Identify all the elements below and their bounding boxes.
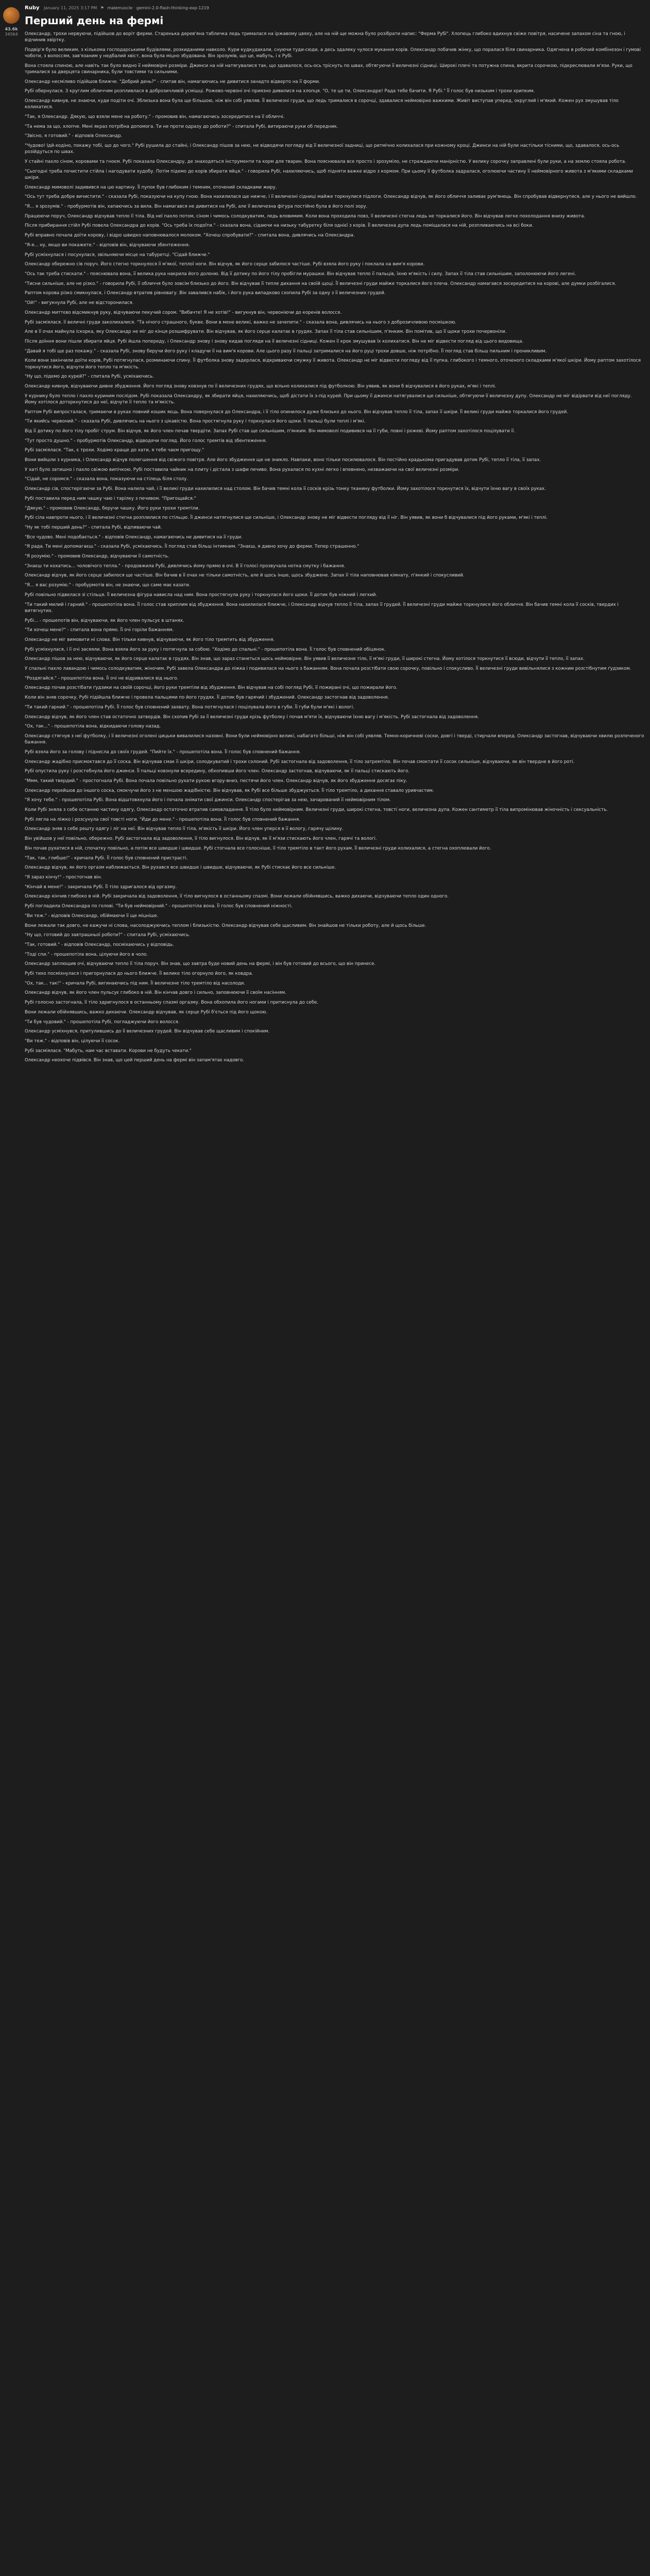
- story-paragraph: "Ой!" - вигукнула Рубі, але не відсторонилася.: [25, 300, 134, 306]
- story-paragraph: "Ох, так... так!" - кричала Рубі, вигинаючись під ним. Її величезне тіло тремтіло від насолоди.: [25, 980, 246, 986]
- story-paragraph: Рубі... - прошепотів він, відчуваючи, як його член пульсує в штанях.: [25, 618, 184, 623]
- story-paragraph: Рубі повільно підвелася зі стільця. Її величезна фігура нависла над ним. Вона простягнула руку і торкнулася його щоки. Її дотик був ніжний і легкий.: [25, 592, 378, 598]
- story-paragraph: Олександр несміливо підійшов ближче. "Добрий день?" - спитав він, намагаючись не дивитися занадто відверто на її форми.: [25, 79, 320, 84]
- story-paragraph: Але в її очах майнула іскорка, яку Олександр не міг до кінця розшифрувати. Він відчував, як його серце калатає в грудях. Запах її тіла став сильнішим, п'янким. Він помітив, що її щоки трохи почервоніли.: [25, 329, 507, 335]
- story-paragraph: Від її дотику по його тілу пробіг струм. Він відчув, як його член почав твердіти. Запах Рубі став ще сильнішим, п'янким. Він мимоволі подивився на її губи, повні і рожеві. Йому раптом захотілося поцілувати її.: [25, 428, 516, 434]
- story-paragraph: Рубі засміялася. її величні груди заколихалися. "Та нічого страшного, букве. Вони в мене великі, важко не зачепити." - сказала вона, дивлячись на нього з доброзичливою посмішкою.: [25, 319, 456, 325]
- story-paragraph: Після прибирання стійл Рубі повела Олександра до корів. "Ось треба їх подоїти." - сказала вона, сідаючи на низьку табуретку біля однієї з корів. Її величезна дупа ледь поміщалася на ній, розпливаючись на всі боки.: [25, 223, 534, 229]
- story-paragraph: "Ти був чудовий." - прошепотіла Рубі, погладжуючи його волосся.: [25, 1019, 180, 1025]
- post-score-count: 34564: [5, 32, 18, 37]
- author-name[interactable]: Ruby: [25, 5, 40, 11]
- story-paragraph: "Ну як тобі перший день?" - спитала Рубі, відпиваючи чай.: [25, 524, 162, 530]
- post-date: January 11, 2025 3:17 PM: [44, 6, 97, 10]
- story-paragraph: Рубі погладила Олександра по голові. "Ти був неймовірний." - прошепотіла вона. Її голос був сповнений ніжності.: [25, 904, 293, 909]
- story-paragraph: Рубі лягла на ліжко і розсунула свої товсті ноги. "Йди до мене." - прошепотіла вона. Її голос був сповнений бажання.: [25, 817, 300, 822]
- story-paragraph: У курнику було тепло і пахло куриним послідом. Рубі показала Олександру, як збирати яйця, нахиляючись, щоб дістати їх з-під курей. При цьому її джинси натягувалися ще сильніше, обтягуючи її величезну дупу. Олександр не міг відірвати від неї погляду. Йому хотілося доторкнутися до неї, відчути її тепло та м'якість.: [25, 393, 632, 405]
- story-paragraph: Подвір'я було великим, з кількома господарськими будівлями, розкиданими навколо. Кури кудкудакали, снуючи туди-сюди, а десь здалеку чулося мукання корів. Олександр побачив жінку, що поралася біля свинарника. Одягнена в робочий комбінезон і гумові чоботи, з волоссям, зав'язаним у недбалий хвіст, вона була міцно збудована. Він зрозумів, що це, мабуть, і є Рубі.: [25, 47, 641, 59]
- story-paragraph: "Чудово! Ідй-ходіно, покажу тобі, що до чого." Рубі рушила до стайні, і Олександр пішов за нею, не відводячи погляду від її величезної задниці, що ритмічно колихалася при кожному кроці. Джинси на ній були настільки тісними, що, здавалося, ось-ось розійдуться по швах.: [25, 143, 620, 155]
- story-paragraph: Вона стояла спиною, але навіть так було видно її неймовірні розміри. Джинси на ній натягувалися так, що здавалося, ось-ось тріснуть по швах, обтягуючи її величезні сідниці. Широкі плечі та потужна спина, вкрита сорочкою, підкреслювали м'язи. Руки, що трималися за дверцята свинарника, були товстими та сильними.: [25, 63, 632, 75]
- story-paragraph: Рубі засміялася. "Так, є трохи. Ходімо краще до хати, я тебе чаєм пригощу.": [25, 448, 204, 453]
- story-paragraph: Олександр кивнув, не знаючи, куди подіти очі. Зблизька вона була ще більшою, ніж він собі уявляв. Її величезні груди, що ледь трималися в сорочці, здавалися неймовірно важкими. Живіт виступав уперед, округлий і м'який. Кожен рух змушував тіло колихатися.: [25, 98, 619, 110]
- story-paragraph: Вони вийшли з курника, і Олександр відчув полегшення від свіжого повітря. Але його збудження ще не зникло. Навпаки, воно тільки посилювалося. Він постійно крадькома пригадував дотик Рубі, тепло її тіла, її запах.: [25, 457, 541, 463]
- story-paragraph: "Давай я тобі ще раз покажу." - сказала Рубі, знову беручи його руку і кладучи її на вим'я корови. Але цього разу її пальці затрималися на його руці трохи довше, ніж потрібно. Її погляд став більш пильним і проникливим.: [25, 348, 547, 354]
- story-paragraph: "Знаєш ти кохатись... чоловічого тепла." - продовжила Рубі, дивлячись йому прямо в очі. В її голосі прозвучала нотка смутку і бажання.: [25, 563, 346, 569]
- story-paragraph: "Роздягайся." - прошепотіла вона. Її очі не відривалися від нього.: [25, 675, 179, 681]
- story-paragraph: "Так, так, глибше!" - кричала Рубі. Її голос був сповнений пристрасті.: [25, 855, 188, 861]
- story-paragraph: "Кінчай в мене!" - закричала Рубі. Її тіло здригалося від оргазму.: [25, 884, 177, 890]
- story-paragraph: Олександр відчув, як його член став остаточно затвердів. Він схопив Рубі за її величезні груди крізь футболку і почав м'яти їх, відчуваючи їхню вагу і м'якість. Рубі застогнала від задоволення.: [25, 714, 479, 720]
- story-paragraph: Вони лежали обійнявшись, важко дихаючи. Олександр відчував, як серце Рубі б'ється під його щокою.: [25, 1009, 268, 1015]
- story-paragraph: Коли вони закінчили доїти корів, Рубі потягнулася, розминаючи спину. Її футболка знову задерлася, відкриваючи смужку її живота. Олександр не міг відвести погляду від її пупка, глибокого і темного, оточеного складками м'якої шкіри. Йому раптом захотілося торкнутися його, відчути його тепло та м'якість.: [25, 358, 641, 370]
- story-paragraph: Рубі опустила руку і розстебнула його джинси. Її пальці ковзнули всередину, обхопивши його член. Олександр застогнав, відчуваючи, як її пальці стискають його.: [25, 769, 410, 774]
- post-score: 43.6k: [5, 27, 18, 31]
- story-paragraph: Олександр заплющив очі, відчуваючи тепло її тіла поруч. Він знав, що завтра буде новий день на фермі, і він був готовий до всього, що він принесе.: [25, 961, 376, 967]
- story-paragraph: Рубі голосно застогнала, її тіло здригнулося в останньому спазмі оргазму. Вона обхопила його ногами і притиснула до себе.: [25, 1000, 319, 1006]
- story-paragraph: Олександр сів, спостерігаючи за Рубі. Вона налила чай, і її великі груди нахилилися над столом. Він бачив темні кола її сосків крізь тонку тканину футболки. Йому захотілося торкнутися їх, відчути їхню вагу в своїх руках.: [25, 486, 546, 492]
- story-paragraph: "Я рада. Ти мені допомагаєш." - сказала Рубі, усміхаючись. Її погляд став більш інтимним. "Знаєш, я давно хочу до ферми. Тепер страшенно.": [25, 544, 360, 550]
- story-paragraph: Раптом корова різко смикнулася, і Олександр втратив рівновагу. Він завалився набік, і його рука випадково схопила Рубі за одну з її величезних грудей.: [25, 291, 386, 296]
- story-paragraph: Після доїння вони пішли збирати яйця. Рубі йшла попереду, і Олександр знову і знову кидав погляди на її величезні сідниці. Кожен її крок змушував їх колихатися. Він не міг відвести погляд від цього видовища.: [25, 338, 524, 344]
- story-paragraph: "Так, готовий." - відповів Олександр, посміхаючись у відповідь.: [25, 942, 174, 947]
- author-avatar[interactable]: [3, 7, 20, 24]
- story-paragraph: "Звісно, я готовий." - відповів Олександр.: [25, 133, 123, 139]
- story-paragraph: Олександр не міг вимовити ні слова. Він тільки кивнув, відчуваючи, як його тіло тремтить від збудження.: [25, 637, 275, 642]
- story-paragraph: Рубі засміялася. "Мабуть, нам час вставати. Корови не будуть чекати.": [25, 1048, 192, 1054]
- story-paragraph: Рубі усміхнулася і посунулася, звільняючи місце на табуретці. "Сідай ближче.": [25, 252, 210, 258]
- story-paragraph: "Я зараз кінчу!" - простогнав він.: [25, 874, 102, 880]
- story-paragraph: Коли він зняв сорочку, Рубі підійшла ближче і провела пальцями по його грудях. Її дотик був гарячий і збуджений. Олександр застогнав від задоволення.: [25, 695, 389, 701]
- story-paragraph: "Сьогодні треба почистити стійла і нагодувати худобу. Потім підемо до корів збирати яйця." - говорила Рубі, нахиляючись, щоб підняти важке відро з кормом. При цьому її футболка задралася, оголюючи частину її неймовірного живота з м'якими складками шкіри.: [25, 168, 633, 180]
- story-paragraph: "Тоді спи." - прошепотіла вона, цілуючи його в чоло.: [25, 952, 148, 957]
- story-paragraph: Коли Рубі зняла з себе останню частину одягу, Олександр остаточно втратив самовладання. Її тіло було неймовірним. Величезні груди, широкі стегна, товсті ноги, величезна дупа. Кожен сантиметр її тіла випромінював жіночність і сексуальність.: [25, 807, 608, 813]
- story-paragraph: Він почав рухатися в ній, спочатку повільно, а потім все швидше і швидше. Рубі стогнала все голосніше, її тіло тремтіло в такт його рухам. Її величезні груди колихалися, а стегна охоплювали його.: [25, 845, 491, 851]
- story-paragraph: Олександр зняв з себе решту одягу і ліг на неї. Він відчував тепло її тіла, м'якість її шкіри. Його член уперся в її вологу, гарячу щілину.: [25, 826, 344, 832]
- story-body: [25, 31, 645, 2576]
- story-paragraph: Олександр стягнув з неї футболку, і її величезні оголені цицьки вивалилися назовні. Вони були неймовірно великі, набагато більші, ніж він собі уявляв. Темно-коричневі соски, довгі і тверді, стирчали вперед. Олександр застогнав, відчуваючи хвилю розпеченого бажання.: [25, 733, 644, 745]
- story-paragraph: Олександр відчув, як його член пульсує глибоко в ній. Він кінчав довго і сильно, заповнюючи її своїм насінням.: [25, 990, 287, 996]
- story-paragraph: Олександр миттєво відсмикнув руку, відчуваючи пекучий сором. "Вибачте! Я не хотів!" - вигукнув він, червоніючи до коренів волосся.: [25, 310, 342, 315]
- story-paragraph: "Ви теж." - відповів Олександр, обіймаючи її ще міцніше.: [25, 913, 159, 919]
- story-paragraph: Олександр, трохи нервуючи, підійшов до воріт ферми. Старенька дерев'яна табличка ледь трималася на іржавому цвяху, але на ній ще можна було розібрати напис: "Ферма Рубі". Хлопець глибоко вдихнув свіже повітря, насичене запахом сіна та гною, і відчинив хвіртку.: [25, 31, 625, 43]
- story-paragraph: Олександр обережно сів поруч. Його стегно торкнулося її м'якої, теплої ноги. Він відчув, як його серце забилося частіше. Рубі взяла його руку і поклала на вим'я корови.: [25, 262, 425, 267]
- story-paragraph: Олександр жадібно присмоктався до її соска. Він відчував смак її шкіри, солодкуватий і трохи солоний. Рубі застогнала від задоволення, її тіло затремтіло. Він почав смоктати її сосок сильніше, відчуваючи, як він твердне в його роті.: [25, 759, 575, 765]
- story-paragraph: "Ти якийсь червоний." - сказала Рубі, дивлячись на нього з цікавістю. Вона простягнула руку і торкнулася його щоки. Її пальці були теплі і м'які.: [25, 419, 366, 425]
- story-paragraph: Рубі сіла навпроти нього, і її величезні стегна розплилися по стільцю. Її джинси натягнулися ще сильніше, і Олександр знову не міг відвести погляду від її ніг. Він уявив, як вони б відчувалися під його руками, м'які і теплі.: [25, 515, 548, 521]
- story-paragraph: Раптом Рубі випросталася, тримаючи в руках повний кошик яєць. Вона повернулася до Олександра, і її тіло опинилося дуже близько до нього. Він відчував тепло її тіла, запах її шкіри. Її великі груди майже торкалися його грудей.: [25, 409, 568, 415]
- story-paragraph: "Я розумію." - промовив Олександр, відчуваючи її самотність.: [25, 554, 169, 560]
- story-paragraph: Вони лежали так довго, не кажучи ні слова, насолоджуючись теплом і близькістю. Олександр відчував себе щасливим. Він знайшов не тільки роботу, але й щось більше.: [25, 923, 426, 928]
- story-paragraph: "Та нема за що, хлопче. Мені якраз потрібна допомога. Ти не проти одразу до роботи?" - спитала Рубі, витираючи руки об передник.: [25, 124, 338, 129]
- story-paragraph: Олександр відчув, як його серце забилося ще частіше. Він бачив в її очах не тільки самотність, але й щось інше, щось збуджене. Запах її тіла наповнював кімнату, п'янкий і спокусливий.: [25, 573, 465, 579]
- story-paragraph: "Ну що, готовий до завтрашньої роботи?" - спитала Рубі, усміхаючись.: [25, 933, 191, 938]
- story-paragraph: Рубі тихо посміхнулася і пригорнулася до нього ближче. Її велике тіло огорнуло його, як ковдра.: [25, 971, 253, 977]
- story-paragraph: Рубі взяла його за голову і піднесла до своїх грудей. "Пийте їх." - прошепотіла вона. Її голос був сповнений бажання.: [25, 749, 301, 755]
- story-paragraph: "Я... я зрозумів." - пробурмотів він, хапаючись за вила. Він намагався не дивитися на Рубі, але її величезна фігура постійно була в його полі зору.: [25, 204, 368, 210]
- story-paragraph: "Ти хочеш мене?" - спитала вона прямо. Її очі горіли бажанням.: [25, 628, 174, 633]
- story-paragraph: "Дякую." - промовив Олександр, беручи чашку. Його руки трохи тремтіли.: [25, 505, 200, 511]
- post-meta: [25, 5, 645, 11]
- story-paragraph: "Сідай, не соромся." - сказала вона, показуючи на стілець біля столу.: [25, 477, 188, 482]
- story-paragraph: "Тисни сильніше, але не різко." - говорила Рубі, її обличчя було зовсім близько до його. Він відчував її тепле дихання на своїй щоці. Її величезні груди майже торкалися його плеча. Олександр намагався зосередитися на корові, але думки розбігалися.: [25, 281, 617, 286]
- story-paragraph: "Ви теж." - відповів він, цілуючи її сосок.: [25, 1038, 120, 1044]
- story-paragraph: Рубі обернулася. З круглим обличчям розпливлася в доброзичливій усмішці. Рожево-червоні очі приязно дивилися на хлопця. "О, те це ти, Олександре! Рада тебе бачити. Я Рубі." Її голос був низьким і трохи хрипким.: [25, 89, 535, 94]
- story-paragraph: У хаті було затишно і пахло свіжою випічкою. Рубі поставила чайник на плиту і дістала з шафи печиво. Вона рухалася по кухні легко і впевнено, незважаючи на свої величезні розміри.: [25, 467, 459, 472]
- story-paragraph: "Ось тут треба добре вичистити." - сказала Рубі, показуючи на купу гною. Вона нахилилася ще нижче, і її величезні сідниці майже торкнулися підлоги. Олександр відчув, як його обличчя заливає рум'янець. Він спробував відвернутися, але у нього не вийшло.: [25, 194, 637, 200]
- story-paragraph: Рубі усміхнулася, і її очі засяяли. Вона взяла його за руку і потягнула за собою. "Ходімо до спальні." - прошепотіла вона. Її голос був сповнений обіцянок.: [25, 647, 386, 652]
- story-paragraph: Рубі вправно почала доїти корову, і відро швидко наповнювалося молоком. "Хочеш спробувати?" - спитала вона, дивлячись на Олександра.: [25, 233, 355, 239]
- story-paragraph: У стайні пахло сіном, коровами та гноєм. Рубі показала Олександру, де знаходяться інструменти та корм для тварин. Вона пояснювала все просто і зрозуміло, не страждаючи манірністю. У велику сорочку заправлені були руки, а на землю стояла робота.: [25, 159, 626, 165]
- post-title: Перший день на фермі: [25, 14, 164, 27]
- story-paragraph: Олександр неохоче підвівся. Він знав, що цей перший день на фермі він запам'ятає надовго.: [25, 1058, 245, 1063]
- story-paragraph: "Так, я Олександр. Дякую, що взяли мене на роботу." - промовив він, намагаючись зосередитися на її обличчі.: [25, 114, 285, 120]
- post-content: [22, 0, 645, 2576]
- story-paragraph: Рубі поставила перед ним чашку чаю і тарілку з печивом. "Пригощайся.": [25, 496, 196, 501]
- story-paragraph: Олександр пішов за нею, відчуваючи, як його серце калатає в грудях. Він знав, що зараз станеться щось неймовірне. Він уявив її величезне тіло, її м'які груди, її широкі стегна. Йому хотілося торкнутися її всюди, відчути її тепло, її запах.: [25, 656, 585, 662]
- story-paragraph: Олександр почав розстібати ґудзики на своїй сорочці, його руки тремтіли від збудження. Він відчував на собі погляд Рубі, її пожирані очі, що пожирали його.: [25, 685, 398, 691]
- story-paragraph: Він увійшов у неї повільно, обережно. Рубі застогнала від задоволення, її тіло вигнулося. Він відчув, як її м'язи стискають його член, гарячі та вологі.: [25, 836, 377, 842]
- story-paragraph: Працюючи поруч, Олександр відчував тепло її тіла. Від неї пахло потом, сіном і чимось солодкуватим, ледь вловимим. Коли вона проходила повз, її величезні стегна ледь не торкалися його. Він відчував легке похолодання внизу живота.: [25, 213, 586, 219]
- story-paragraph: Олександр усміхнувся, притулившись до її величезних грудей. Він відчував себе щасливим і спокійним.: [25, 1029, 270, 1035]
- story-paragraph: "Ти такий милий і гарний." - прошепотіла вона. Її голос став хриплим від збудження. Вона нахилилася ближче, і Олександр відчув тепло її тіла, запах її грудей. Її величезні груди майже торкнулися його обличчя. Він бачив темні кола її сосків, твердих і витягнутих.: [25, 602, 619, 614]
- story-paragraph: Олександр кінчив глибоко в ній. Рубі закричала від задоволення, її тіло вигнулося в останньому спазмі. Вони лежали обійнявшись, важко дихаючи, відчуваючи тепло один одного.: [25, 894, 449, 900]
- story-paragraph: "Тут просто душно." - пробурмотів Олександр, відводячи погляд. Його голос тремтів від збентеження.: [25, 438, 267, 444]
- story-paragraph: "Ти такий гарний." - прошепотіла Рубі. Її голос був сповнений захвату. Вона потягнулася і поцілувала його в губи. Її губи були м'які і вологі.: [25, 704, 354, 710]
- story-paragraph: "Ох, так..." - прошепотіла вона, відкидаючи голову назад.: [25, 724, 161, 730]
- flag-icon[interactable]: ⚑: [100, 6, 105, 10]
- story-paragraph: Олександр відчув, як його оргазм наближається. Він рухався все швидше і швидше, відчуваючи, як Рубі стискає його все сильніше.: [25, 865, 336, 871]
- story-paragraph: У спальні пахло лавандою і чимось солодкуватим, жіночим. Рубі завела Олександра до ліжка і подивилася на нього з бажанням. Вона почала розстібати свою сорочку, повільно і спокусливо. Її величезні груди вивільнялися з кожним розстібнутим ґудзиком.: [25, 666, 631, 672]
- story-paragraph: Олександр кивнув, відчуваючи дивне збудження. Його погляд знову ковзнув по її величезних грудях, що вільно колихалися під футболкою. Він уявив, як вони б відчувалися в його руках, м'які і теплі.: [25, 383, 497, 389]
- post-tags[interactable]: malemuscle · gemini-2.0-flash-thinking-exp-1219: [107, 6, 209, 10]
- story-paragraph: "Я... я вас розумію." - пробурмотів він, не знаючи, що саме має казати.: [25, 583, 191, 588]
- story-paragraph: Олександр перейшов до іншого соска, смокчучи його з не меншою жадібністю. Він відчував, як Рубі все більше збуджується. Її тіло тремтіло, а дихання ставало уривчастим.: [25, 788, 434, 793]
- post-sidebar: [0, 0, 22, 2576]
- story-paragraph: Олександр мимоволі задивився на цю картину. Її пупок був глибоким і темним, оточений складками жиру.: [25, 184, 277, 190]
- story-paragraph: "Ну що, підемо до курей?" - спитала Рубі, усміхаючись.: [25, 374, 154, 380]
- story-paragraph: "Ммм, такий твердий." - простогнала Рубі. Вона почала повільно рухати рукою вгору-вниз, пестячи його член. Олександр відчув, як його збудження досягає піку.: [25, 778, 407, 784]
- story-paragraph: "Я-я... ну, якщо ви покажете." - відповів він, відчуваючи збентеження.: [25, 242, 190, 248]
- story-paragraph: "Я хочу тебе." - прошепотіла Рубі. Вона відштовхнула його і почала знімати свої джинси. Олександр спостерігав за нею, зачарований її неймовірним тілом.: [25, 798, 391, 803]
- story-paragraph: "Ось так треба стискати." - пояснювала вона, її велика рука накрила його долоню. Від її дотику по його тілу пробігли мурашки. Він відчував тепло її пальців, їхню м'якість і силу. Запах її тіла став сильнішим, заполонюючи його легені.: [25, 271, 576, 277]
- story-paragraph: "Все чудово. Мені подобається." - відповів Олександр, намагаючись не дивитися на її груди.: [25, 534, 243, 540]
